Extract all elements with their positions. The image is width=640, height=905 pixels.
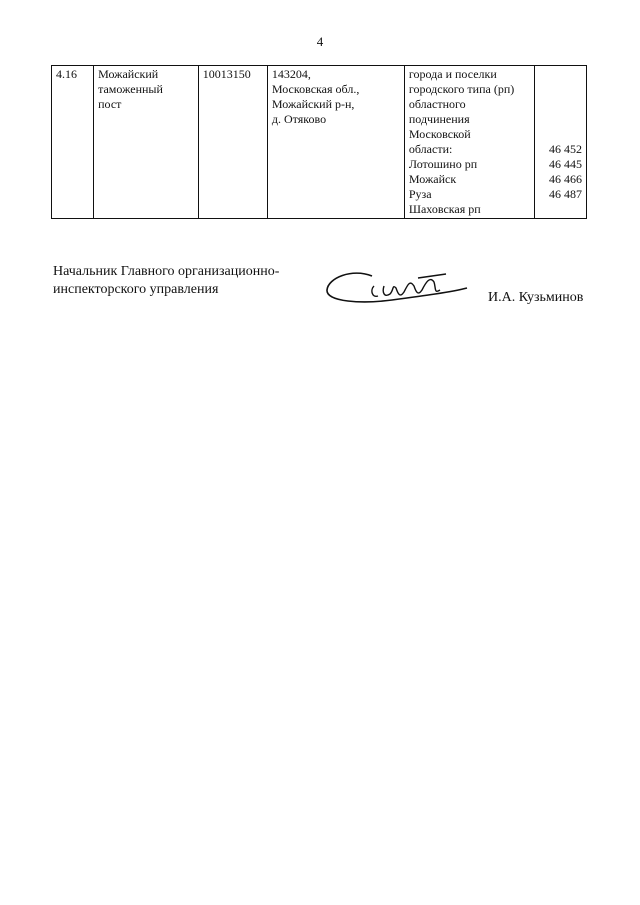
address-cell [267, 66, 404, 219]
address-line: Можайский р-н, [271, 97, 355, 111]
post-code: 10013150 [202, 67, 251, 81]
address-line: 143204, [271, 67, 311, 81]
area-line: города и поселки [408, 67, 497, 81]
area-line: областного [408, 97, 466, 111]
customs-posts-table [51, 65, 587, 219]
handwritten-signature [322, 258, 472, 318]
address-line: Московская обл., [271, 82, 360, 96]
settlement-name: Можайск [408, 172, 457, 186]
area-cell [404, 66, 534, 219]
position-line: Начальник Главного организационно- [53, 264, 280, 279]
post-name-cell [94, 66, 199, 219]
post-code-cell [198, 66, 267, 219]
area-line: городского типа (рп) [408, 82, 515, 96]
page-number: 4 [316, 34, 324, 49]
settlement-code: 46 452 [549, 142, 582, 156]
spacer [539, 67, 582, 142]
settlement-code: 46 487 [549, 187, 582, 201]
post-name-line: Можайский [98, 67, 159, 81]
row-number: 4.16 [56, 67, 77, 81]
position-line: инспекторского управления [53, 282, 219, 297]
settlement-name: Руза [408, 187, 432, 201]
table-row [52, 66, 587, 219]
area-line: Московской [408, 127, 471, 141]
area-line: области: [408, 142, 453, 156]
settlement-name: Лотошино рп [408, 157, 478, 171]
area-line: подчинения [408, 112, 470, 126]
settlement-code: 46 466 [549, 172, 582, 186]
row-number-cell [52, 66, 94, 219]
post-name-line: таможенный [98, 82, 163, 96]
post-name-line: пост [98, 97, 122, 111]
signatory-name: И.А. Кузьминов [488, 290, 584, 305]
address-line: д. Отяково [271, 112, 327, 126]
signatory-position [53, 263, 279, 299]
settlement-name: Шаховская рп [408, 202, 481, 216]
okato-code-cell [534, 66, 586, 219]
settlement-code: 46 445 [549, 157, 582, 171]
